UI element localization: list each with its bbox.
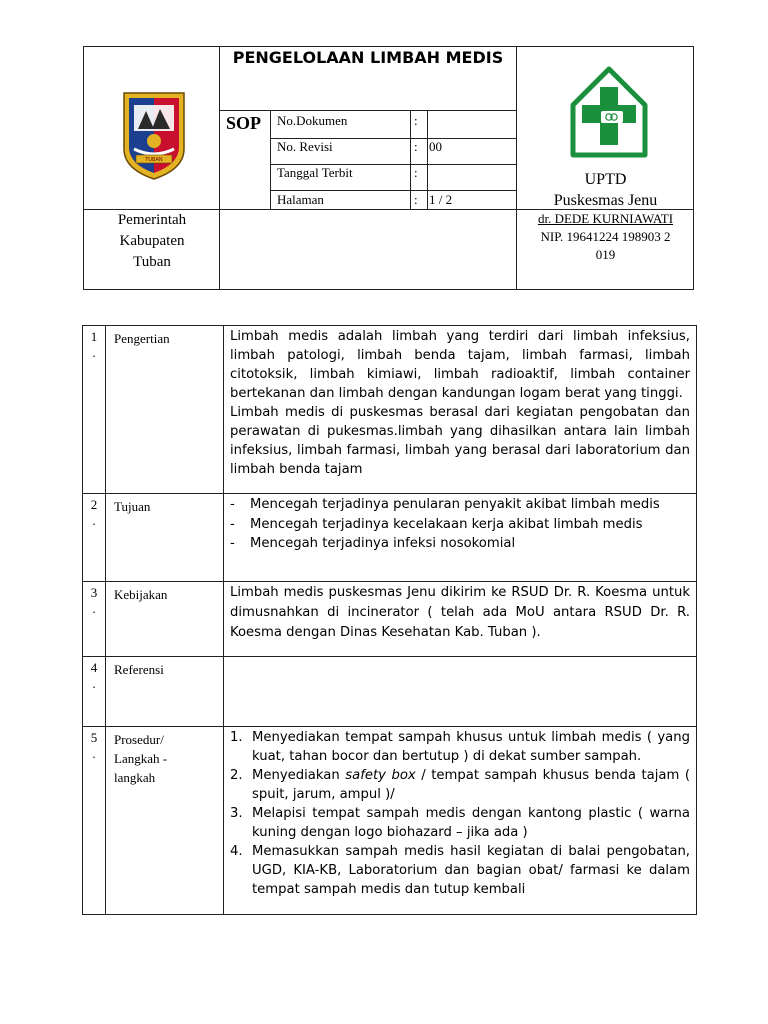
table-row-pengertian: [83, 326, 696, 493]
row-content: [224, 657, 696, 726]
meta-value-no-revisi: 00: [429, 139, 442, 154]
sop-header: [83, 46, 694, 290]
row-number: [83, 727, 106, 914]
meta-colon: :: [414, 113, 418, 128]
row-label: Referensi: [106, 657, 224, 726]
list-item: - Mencegah terjadinya kecelakaan kerja akibat limbah medis: [230, 515, 690, 535]
meta-colon: :: [414, 192, 418, 207]
meta-label-no-dokumen: No.Dokumen: [277, 113, 348, 128]
step-number: 4.: [230, 844, 243, 859]
policy-text: Limbah medis puskesmas Jenu dikirim ke RSUD Dr. R. Koesma untuk dimusnahkan di incinerator ( telah ada MoU antara RSUD Dr. R. Koesma dengan Dinas Kesehatan Kab. Tuban ).: [230, 585, 690, 640]
row-number: [83, 657, 106, 726]
row-number: [83, 494, 106, 581]
procedure-steps: [230, 728, 690, 899]
divider: [427, 110, 428, 209]
row-number-value: 4: [90, 660, 98, 675]
step-text: / tempat sampah khusus benda tajam ( spuit, jarum, ampul )/: [252, 768, 690, 802]
row-number-dot: .: [92, 513, 96, 528]
row-number: [83, 326, 106, 493]
meta-label-no-revisi: No. Revisi: [277, 139, 333, 154]
row-label-line: Prosedur/: [114, 732, 164, 747]
tuban-regency-logo: [120, 89, 188, 181]
objective-list: [230, 495, 690, 554]
gov-line: Tuban: [133, 254, 171, 270]
meta-colon: :: [414, 139, 418, 154]
row-number-value: 5: [90, 730, 98, 745]
row-number-dot: .: [92, 345, 96, 360]
row-label: Tujuan: [106, 494, 224, 581]
meta-label-tanggal-terbit: Tanggal Terbit: [277, 165, 353, 180]
row-number-dot: .: [92, 746, 96, 761]
paragraph: Limbah medis adalah limbah yang terdiri dari limbah infeksius, limbah patologi, limbah benda tajam, limbah farmasi, limbah citotoksik, limbah kimiawi, limbah radioaktif, limbah container bertekanan dan limbah dengan kandungan logam berat yang tinggi.: [230, 329, 690, 401]
procedure-step: [230, 766, 690, 804]
sop-label: SOP: [226, 113, 262, 133]
gov-line: Kabupaten: [119, 233, 185, 249]
step-text: Memasukkan sampah medis hasil kegiatan di balai pengobatan, UGD, KIA-KB, Laboratorium dan bagian obat/ farmasi ke dalam tempat sampah medis dan tutup kembali: [252, 844, 690, 897]
row-content: [224, 582, 696, 656]
divider: [270, 190, 516, 191]
document-title: PENGELOLAAN LIMBAH MEDIS: [232, 48, 504, 67]
meta-label-halaman: Halaman: [277, 192, 324, 207]
step-text: Melapisi tempat sampah medis dengan kantong plastic ( warna kuning dengan logo biohazard – jika ada ): [252, 806, 690, 840]
row-label: [106, 727, 224, 914]
row-label-line: Langkah -: [114, 751, 168, 766]
puskesmas-logo: [569, 65, 649, 159]
doctor-name: dr. DEDE KURNIAWATI: [537, 211, 674, 226]
sop-content-table: [82, 325, 697, 915]
divider: [410, 110, 411, 209]
table-row-tujuan: [83, 493, 696, 581]
divider: [270, 110, 271, 209]
uptd-label: UPTD: [584, 171, 627, 188]
row-content: [224, 494, 696, 581]
step-number: 1.: [230, 730, 243, 745]
uptd-block: [516, 169, 695, 211]
procedure-step: [230, 804, 690, 842]
procedure-step: [230, 842, 690, 899]
paragraph: Limbah medis di puskesmas berasal dari kegiatan pengobatan dan perawatan di pukesmas.limbah yang dihasilkan antara lain limbah infeksius, limbah farmasi, limbah yang berasal dari laboratorium dan limbah benda tajam: [230, 405, 690, 477]
row-number-value: 1: [90, 329, 98, 344]
table-row-kebijakan: [83, 581, 696, 656]
list-item: - Mencegah terjadinya infeksi nosokomial: [230, 534, 690, 554]
row-content: [224, 326, 696, 493]
row-label: Pengertian: [106, 326, 224, 493]
step-text: Menyediakan: [252, 768, 346, 783]
doctor-nip-cont: 019: [595, 247, 616, 262]
row-number-dot: .: [92, 601, 96, 616]
row-label: Kebijakan: [106, 582, 224, 656]
row-number: [83, 582, 106, 656]
step-emphasis: safety box: [345, 768, 416, 783]
government-label: [84, 210, 220, 273]
row-number-dot: .: [92, 676, 96, 691]
list-item: - Mencegah terjadinya penularan penyakit akibat limbah medis: [230, 495, 690, 515]
table-row-prosedur: [83, 726, 696, 914]
row-number-value: 2: [90, 497, 98, 512]
step-number: 2.: [230, 768, 243, 783]
puskesmas-name: Puskesmas Jenu: [553, 192, 658, 209]
row-number-value: 3: [90, 585, 98, 600]
logo-banner-text: TUBAN: [145, 157, 163, 163]
row-content: [224, 727, 696, 914]
gov-line: Pemerintah: [117, 212, 187, 228]
signatory-block: [516, 210, 695, 264]
row-label-line: langkah: [114, 770, 156, 785]
procedure-step: [230, 728, 690, 766]
doctor-nip: NIP. 19641224 198903 2: [540, 229, 671, 244]
table-row-referensi: [83, 656, 696, 726]
step-text: Menyediakan tempat sampah khusus untuk limbah medis ( yang kuat, tahan bocor dan bertutup ) di dekat sumber sampah.: [252, 730, 690, 764]
meta-colon: :: [414, 165, 418, 180]
step-number: 3.: [230, 806, 243, 821]
meta-value-halaman: 1 / 2: [429, 192, 453, 207]
